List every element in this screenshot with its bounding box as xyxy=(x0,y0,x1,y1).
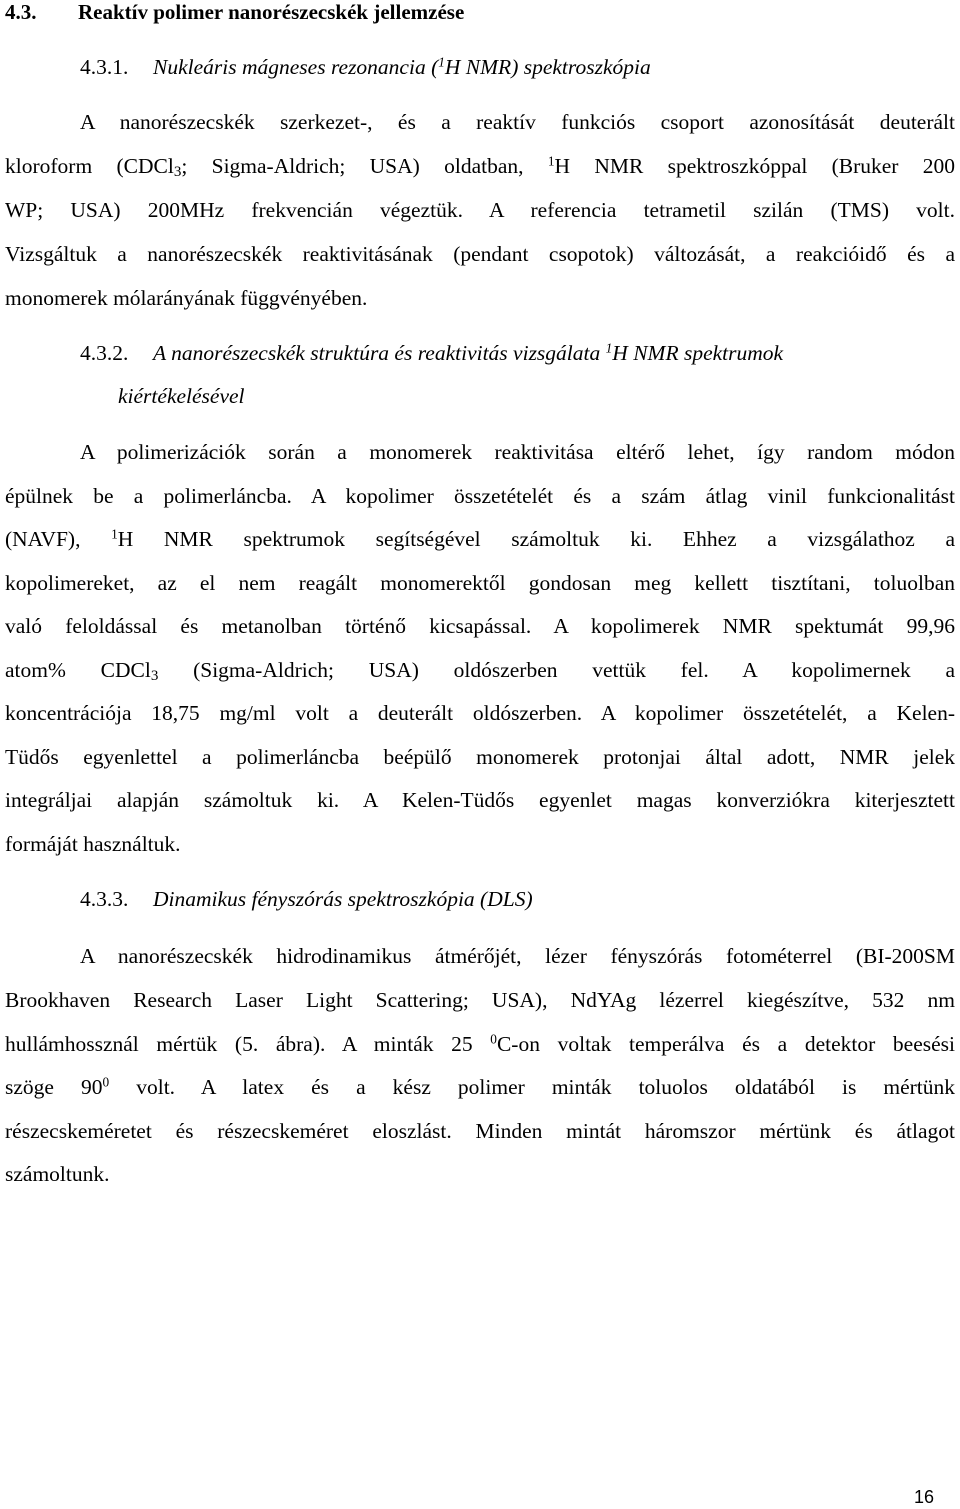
subsection-title-cont: kiértékelésével xyxy=(118,384,245,408)
superscript: 0 xyxy=(490,1031,497,1047)
subsection-heading-1 xyxy=(80,52,955,82)
superscript: 1 xyxy=(547,153,555,169)
text: kloroform (CDCl xyxy=(5,154,174,178)
section-title: Reaktív polimer nanorészecskék jellemzése xyxy=(78,0,465,24)
superscript: 0 xyxy=(102,1074,110,1090)
paragraph-line: integráljai alapján számoltuk ki. A Kelen-Tüdős egyenlet magas konverziókra kiterjesztett xyxy=(5,788,955,812)
paragraph-line: kopolimereket, az el nem reagált monomerektől gondosan meg kellett tisztítani, toluolban xyxy=(5,571,955,595)
section-number: 4.3. xyxy=(5,0,37,24)
text: H NMR spektrumok segítségével számoltuk ki. Ehhez a vizsgálathoz a xyxy=(117,527,955,551)
paragraph-line xyxy=(5,1072,955,1102)
paragraph-line: A nanorészecskék hidrodinamikus átmérőjét, lézer fényszórás fotométerrel (BI-200SM xyxy=(80,944,955,968)
subscript: 3 xyxy=(173,164,182,180)
subsection-title: H NMR) spektroszkópia xyxy=(444,55,651,79)
paragraph-line: épülnek be a polimerláncba. A kopolimer összetételét és a szám átlag vinil funkcionalitást xyxy=(5,484,955,508)
paragraph-line: Tüdős egyenlettel a polimerláncba beépülő monomerek protonjai által adott, NMR jelek xyxy=(5,745,955,769)
paragraph-line: A nanorészecskék szerkezet-, és a reaktív funkciós csoport azonosítását deuterált xyxy=(80,110,955,134)
paragraph-line: monomerek mólarányának függvényében. xyxy=(5,286,368,310)
superscript: 1 xyxy=(438,54,445,70)
subsection-title: A nanorészecskék struktúra és reaktivitás vizsgálata xyxy=(153,341,601,365)
page-number: 16 xyxy=(913,1487,934,1507)
text: ; Sigma-Aldrich; USA) oldatban, xyxy=(181,154,524,178)
subsection-number: 4.3.1. xyxy=(80,55,129,79)
paragraph-line xyxy=(5,524,955,554)
subsection-number: 4.3.3. xyxy=(80,887,129,911)
superscript: 1 xyxy=(605,340,613,356)
superscript: 1 xyxy=(111,526,118,542)
text: (Sigma-Aldrich; USA) oldószerben vettük fel. A kopolimernek a xyxy=(193,658,955,682)
paragraph-line: részecskeméretet és részecskeméret eloszlást. Minden mintát háromszor mértünk és átlagot xyxy=(5,1119,955,1143)
subsection-title: H NMR spektrumok xyxy=(612,341,784,365)
text: atom% CDCl xyxy=(5,658,151,682)
subsection-title: Nukleáris mágneses rezonancia ( xyxy=(153,55,439,79)
text: (NAVF), xyxy=(5,527,81,551)
text: szöge 90 xyxy=(5,1075,103,1099)
subsection-number: 4.3.2. xyxy=(80,341,129,365)
paragraph-line: Brookhaven Research Laser Light Scattering; USA), NdYAg lézerrel kiegészítve, 532 nm xyxy=(5,988,955,1012)
paragraph-line: formáját használtuk. xyxy=(5,832,181,856)
subscript: 3 xyxy=(150,668,159,684)
paragraph-line xyxy=(5,151,955,181)
paragraph-line: számoltunk. xyxy=(5,1162,110,1186)
subsection-heading-3 xyxy=(80,884,955,914)
text: C-on voltak temperálva és a detektor beesési xyxy=(496,1032,955,1056)
text: hullámhossznál mértük (5. ábra). A minták 25 xyxy=(5,1032,473,1056)
subsection-heading-2 xyxy=(80,338,955,368)
text: volt. A latex és a kész polimer minták toluolos oldatából is mértünk xyxy=(136,1075,956,1099)
paragraph-line xyxy=(5,655,955,685)
paragraph-line: A polimerizációk során a monomerek reaktivitása eltérő lehet, így random módon xyxy=(80,440,955,464)
paragraph-line: koncentrációja 18,75 mg/ml volt a deuterált oldószerben. A kopolimer összetételét, a Kelen- xyxy=(5,701,955,725)
paragraph-line: való feloldással és metanolban történő kicsapással. A kopolimerek NMR spektumát 99,96 xyxy=(5,614,955,638)
paragraph-line xyxy=(5,1029,955,1059)
text: H NMR spektroszkóppal (Bruker 200 xyxy=(554,154,956,178)
paragraph-line: Vizsgáltuk a nanorészecskék reaktivitásának (pendant csopotok) változását, a reakcióidő és a xyxy=(5,242,955,266)
subsection-title: Dinamikus fényszórás spektroszkópia (DLS) xyxy=(153,887,533,911)
paragraph-line: WP; USA) 200MHz frekvencián végeztük. A referencia tetrametil szilán (TMS) volt. xyxy=(5,198,955,222)
section-heading xyxy=(5,0,955,27)
